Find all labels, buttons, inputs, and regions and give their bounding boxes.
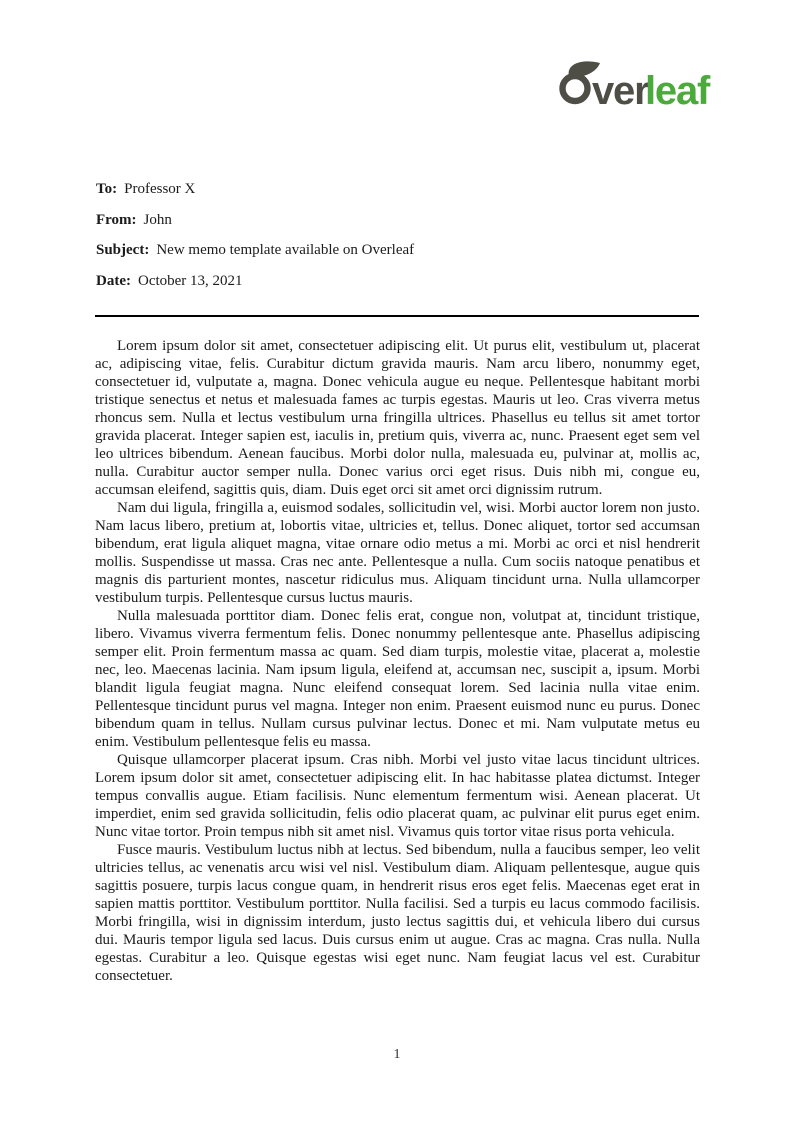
- field-to-value: Professor X: [124, 181, 196, 197]
- field-to-label: To:: [96, 181, 118, 197]
- logo-text-gray: ver: [592, 69, 649, 110]
- field-to: [96, 181, 704, 197]
- paragraph-1: Lorem ipsum dolor sit amet, consectetuer adipiscing elit. Ut purus elit, vestibulum ut, placerat ac, adipiscing vitae, felis. Curabitur dictum gravida mauris. Nam arcu libero, nonummy eget, consectetuer id, vulputate a, magna. Donec vehicula augue eu neque. Pellentesque habitant morbi tristique senectus et netus et malesuada fames ac turpis egestas. Mauris ut leo. Cras viverra metus rhoncus sem. Nulla et lectus vestibulum urna fringilla ultrices. Phasellus eu tellus sit amet tortor gravida placerat. Integer sapien est, iaculis in, pretium quis, viverra ac, nunc. Praesent eget sem vel leo ultrices bibendum. Aenean faucibus. Morbi dolor nulla, malesuada eu, pulvinar at, mollis ac, nulla. Curabitur auctor semper nulla. Donec varius orci eget risus. Duis nibh mi, congue eu, accumsan eleifend, sagittis quis, diam. Duis eget orci sit amet orci dignissim rutrum.: [95, 338, 700, 498]
- field-from: [96, 212, 704, 228]
- paragraph-5: Fusce mauris. Vestibulum luctus nibh at lectus. Sed bibendum, nulla a faucibus semper, leo velit ultricies tellus, ac venenatis arcu wisi vel nisl. Vestibulum diam. Aliquam pellentesque, augue quis sagittis posuere, turpis lacus congue quam, in hendrerit risus eros eget felis. Maecenas eget erat in sapien mattis porttitor. Vestibulum porttitor. Nulla facilisi. Sed a turpis eu lacus commodo facilisis. Morbi fringilla, wisi in dignissim interdum, justo lectus sagittis dui, et vehicula libero dui cursus dui. Mauris tempor ligula sed lacus. Duis cursus enim ut augue. Cras ac magna. Cras nulla. Nulla egestas. Curabitur a leo. Quisque egestas wisi eget nunc. Nam feugiat lacus vel est. Curabitur consectetuer.: [95, 842, 700, 984]
- page-footer: [0, 1047, 794, 1063]
- overleaf-logo-graphic: [555, 60, 713, 110]
- field-date: [96, 273, 704, 289]
- logo-text-green: leaf: [645, 69, 710, 110]
- field-date-value: October 13, 2021: [137, 272, 243, 289]
- paragraph-4: Quisque ullamcorper placerat ipsum. Cras nibh. Morbi vel justo vitae lacus tincidunt ultrices. Lorem ipsum dolor sit amet, consectetuer adipiscing elit. In hac habitasse platea dictumst. Integer tempus convallis augue. Etiam facilisis. Nunc elementum fermentum wisi. Aenean placerat. Ut imperdiet, enim sed gravida sollicitudin, felis odio placerat quam, ac pulvinar elit purus eget enim. Nunc vitae tortor. Proin tempus nibh sit amet nisl. Vivamus quis tortor vitae risus porta vehicula.: [95, 752, 700, 840]
- divider-rule: [95, 315, 699, 317]
- page-number: 1: [393, 1047, 401, 1062]
- memo-header: [96, 181, 704, 303]
- paragraph-2: Nam dui ligula, fringilla a, euismod sodales, sollicitudin vel, wisi. Morbi auctor lorem non justo. Nam lacus libero, pretium at, lobortis vitae, ultricies et, tellus. Donec aliquet, tortor sed accumsan bibendum, erat ligula aliquet magna, vitae ornare odio metus a mi. Morbi ac orci et nisl hendrerit mollis. Suspendisse ut massa. Cras nec ante. Pellentesque a nulla. Cum sociis natoque penatibus et magnis dis parturient montes, nascetur ridiculus mus. Aliquam tincidunt urna. Nulla ullamcorper vestibulum turpis. Pellentesque cursus luctus mauris.: [95, 500, 700, 606]
- field-subject: [96, 242, 704, 258]
- field-from-value: John: [143, 211, 172, 228]
- field-subject-label: Subject:: [96, 242, 150, 258]
- field-subject-value: New memo template available on Overleaf: [156, 242, 415, 258]
- field-from-label: From:: [96, 211, 137, 228]
- paragraph-3: Nulla malesuada porttitor diam. Donec felis erat, congue non, volutpat at, tincidunt tristique, libero. Vivamus viverra fermentum felis. Donec nonummy pellentesque ante. Phasellus adipiscing semper elit. Proin fermentum massa ac quam. Sed diam turpis, molestie vitae, placerat a, molestie nec, leo. Maecenas lacinia. Nam ipsum ligula, eleifend at, accumsan nec, suscipit a, ipsum. Morbi blandit ligula feugiat magna. Nunc eleifend consequat lorem. Sed lacinia nulla vitae enim. Pellentesque tincidunt purus vel magna. Integer non enim. Praesent euismod nunc eu purus. Donec bibendum quam in tellus. Nullam cursus pulvinar lectus. Donec et mi. Nam vulputate metus eu enim. Vestibulum pellentesque felis eu massa.: [95, 608, 700, 750]
- field-date-label: Date:: [96, 272, 131, 289]
- memo-body: [95, 337, 700, 985]
- o-ring-icon: [563, 76, 588, 101]
- overleaf-logo: [555, 60, 713, 110]
